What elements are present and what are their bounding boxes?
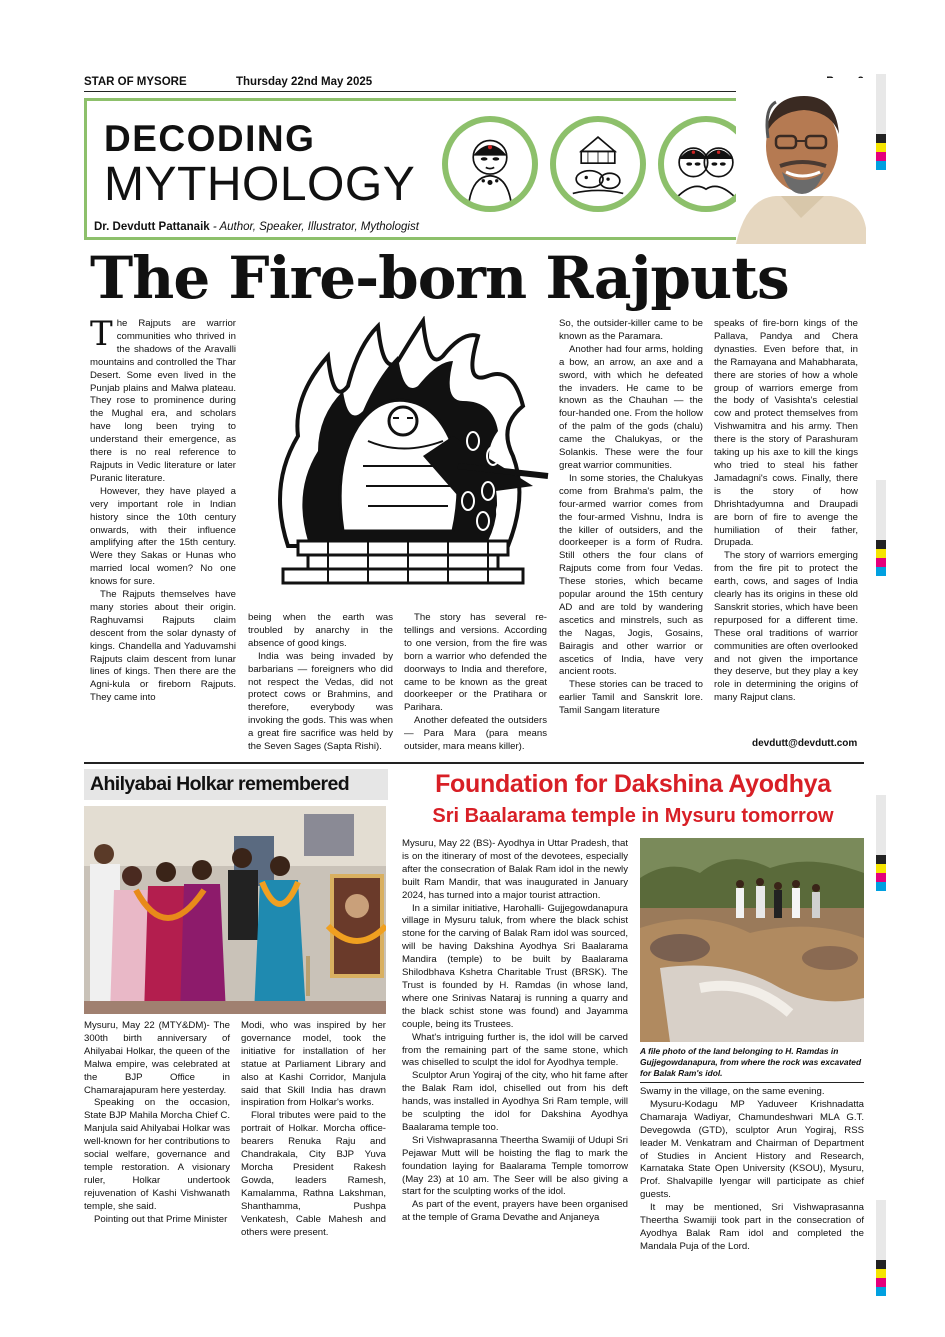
article-column-5 (714, 318, 858, 705)
registration-marks-lower (876, 795, 886, 891)
paragraph: However, they have played a very important role in Indian history since the 10th century onwards, with their influence amplifying after the 15th century. Were they Sakas or Hunas who married local women? No one knows for sure. (90, 485, 236, 588)
column-title-decoding: DECODING (104, 118, 316, 159)
paragraph: Another defeated the outsiders — Para Mara (para means outsider, mara means killer). (404, 715, 547, 753)
ahilyabai-column-2 (241, 1020, 386, 1239)
article-column-4 (559, 318, 703, 718)
ayodhya-column-1 (402, 838, 628, 1225)
registration-marks-top (876, 74, 886, 170)
dropcap: T (90, 314, 113, 354)
article-column-1 (90, 314, 236, 705)
article-column-3 (404, 612, 547, 754)
paragraph: speaks of fire-born kings of the Pallava, Pandya and Chera dynasties. Even before that, in the Ramayana and Mahabharata, there are stories of how a whole group of warriors emerge from the body of Vasishta's celestial cow and protect themselves from Vishwamitra and his army. Then there is the story of Parashuram taking up his axe to kill the kings who tried to steal his father Jamadagni's cows. Finally, there is the story of how Dhrishtadyumna and Draupadi are born of fire to avenge the humiliation of their father, Drupada. (714, 318, 858, 549)
section-divider (84, 762, 864, 764)
paper-name: STAR OF MYSORE (84, 76, 187, 88)
goddess-medallion-icon (442, 116, 538, 212)
article-headline: The Fire-born Rajputs (90, 244, 789, 312)
byline-name: Dr. Devdutt Pattanaik (94, 221, 210, 233)
ahilyabai-column-1 (84, 1020, 230, 1227)
paragraph: These stories can be traced to earlier Tamil and Sanskrit lore. Tamil Sangam literature (559, 679, 703, 717)
registration-marks-mid (876, 480, 886, 576)
paragraph: Sculptor Arun Yogiraj of the city, who hit fame after the Balak Ram idol, chiselled out from his deft hands, was installed in Ayodhya Sri Ram temple, will be sculpting the idol for Dakshina Ayodhya Baalarama temple too. (402, 1070, 628, 1133)
quarry-site-photo (640, 838, 864, 1042)
ahilyabai-headline: Ahilyabai Holkar remembered (84, 769, 388, 800)
paragraph: So, the outsider-killer came to be known as the Paramara. (559, 318, 703, 342)
paragraph: The story of warriors emerging from the fire pit to protect the earth, cows, and sages of India clearly has its origins in these old Sanskrit stories, which have been repurposed for a different time. These oral traditions of warrior communities are often overlooked and not given the importance they deserve, but they play a key role in determining the origins of many Rajput clans. (714, 550, 858, 704)
paragraph: India was being invaded by barbarians — foreigners who did not respect the Vedas, did not protect cows or Brahmins, and therefore, everybody was invoking the gods. This was when a great fire sacrifice was held by the Seven Sages (Sapta Rishi). (248, 650, 393, 753)
issue-date: Thursday 22nd May 2025 (236, 76, 373, 88)
paragraph: Mysuru-Kodagu MP Yaduveer Krishnadatta Chamaraja Wadiyar, Chamundeshwari MLA G.T. Devegowda (GTD), sculptor Arun Yogiraj, RSS leader M. Venkatram and Chairman of Department of Studies in Ancient History and Research, Karnataka State Open University (KSOU), Mysuru, Prof. Shalvapille Iyengar will participate as chief guests. (640, 1098, 864, 1201)
paragraph: Modi, who was inspired by her governance model, took the initiative for installation of her statue at Parliament Library and also at Kashi Corridor, Manjula said that Skill India has drawn inspiration from Holkar's works. (241, 1020, 386, 1109)
fire-warrior-illustration (248, 316, 553, 606)
paragraph: Pointing out that Prime Minister (94, 1213, 228, 1225)
paragraph: Mysuru, May 22 (MTY&DM)- The 300th birth anniversary of Ahilyabai Holkar, the queen of the Malwa empire, was celebrated at the BJP Office in Chamarajapuram here yesterday. (84, 1020, 230, 1096)
paragraph: As part of the event, prayers have been organised at the temple of Grama Devathe and Anjaneya (402, 1199, 628, 1224)
paragraph: Speaking on the occasion, State BJP Mahila Morcha Chief C. Manjula said Ahilyabai Holkar was well-known for her contributions to social welfare, governance and temple restoration. A visionary ruler, Holkar undertook rejuvenation of Kashi Vishwanath temple, she said. (84, 1097, 230, 1212)
paragraph: Sri Vishwaprasanna Theertha Swamiji of Udupi Sri Pejawar Mutt will be hoisting the flag to mark the foundation laying for Baalarama Temple tomorrow (May 23) at 10 am. The Seer will be also giving a start for the sculpting works of the idol. (402, 1134, 628, 1198)
ayodhya-headline: Foundation for Dakshina Ayodhya (435, 770, 831, 798)
paragraph: Swamy in the village, on the same evening. (640, 1086, 825, 1097)
ayodhya-column-2 (640, 1086, 864, 1254)
paragraph: Floral tributes were paid to the portrait of Holkar. Morcha office-bearers Renuka Raju and Chandrakala, City BJP Yuva Morcha President Rakesh Gowda, leaders Ramesh, Kamalamma, Rathna Lakshman, Shanthamma, Pushpa Venkatesh, Cable Mahesh and others were present. (241, 1110, 386, 1238)
byline-roles: - Author, Speaker, Illustrator, Mythologist (209, 221, 419, 233)
paragraph: In a similar initiative, Harohalli- Gujjegowdanapura village in Mysuru taluk, from where the black schist stone for the carving of Balak Ram idol was sourced, will be having Dakshina Ayodhya Sri Baalarama Mandira (temple) to be built by Baalarama Shilodbhava Kshetra Charitable Trust (BRSK). The Trust is founded by H. Ramdas (in whose land, where one Srinivas Nataraj is running a quarry and the black schist stone was found) and Jayamma couple, being its Trustees. (402, 902, 628, 1030)
paragraph: What's intriguing further is, the idol will be carved from the remaining part of the same stone, which was chiselled to sculpt the idol for Ayodhya temple. (402, 1031, 628, 1069)
temple-medallion-icon (550, 116, 646, 212)
author-portrait (736, 78, 866, 244)
column-title-mythology: MYTHOLOGY (104, 158, 416, 211)
photo-caption: A file photo of the land belonging to H. Ramdas in Gujjegowdanapura, from where the rock was excavated for Balak Ram's idol. (640, 1046, 864, 1083)
article-column-2 (248, 612, 393, 754)
registration-marks-bottom (876, 1200, 886, 1296)
paragraph: The story has several re-tellings and versions. According to one version, from the fire was born a warrior who defended the doorways to India and therefore, came to be known as the great doorkeeper or the Pratihara or Parihara. (404, 612, 547, 714)
paragraph: Mysuru, May 22 (BS)- Ayodhya in Uttar Pradesh, that is on the itinerary of most of the devotees, especially after the consecration of Balak Ram idol in the newly built Ram Mandir, that was inaugurated in January 2024, has turned into a major tourist attraction. (402, 838, 628, 901)
byline (94, 221, 419, 233)
paragraph: It may be mentioned, Sri Vishwaprasanna Theertha Swamiji took part in the consecration of Ayodhya Balak Ram idol and completed the Mandala Puja of the Lord. (640, 1202, 864, 1252)
paragraph: being when the earth was troubled by anarchy in the absence of good kings. (248, 612, 393, 649)
author-email: devdutt@devdutt.com (752, 738, 858, 749)
paragraph: In some stories, the Chalukyas come from Brahma's palm, the four-armed warrior comes from the four-armed Vishnu, Indra is the killer of outsiders, and the doorkeeper is a form of Rudra. Still others the four clans of Rajputs come from four Vedas. These stories, which became popular around the 15th century AD and are told by wandering ascetics and minstrels, such as the Nagas, Jogis, Gosains, Bairagis and other warrior or ascetics of India, have very ancient roots. (559, 472, 703, 678)
ahilyabai-event-photo (84, 806, 386, 1014)
ayodhya-subhead: Sri Baalarama temple in Mysuru tomorrow (432, 805, 834, 827)
paragraph: The Rajputs themselves have many stories about their origin. Raghuvamsi Rajputs claim descent from the solar dynasty of kings. Chandella and Yaduvamshi Rajputs claim descent from lunar lines of kings. Then there are the Agni-kula or fireborn Rajputs. They came into (90, 589, 236, 704)
paragraph: he Rajputs are warrior communities who thrived in the shadows of the Aravalli mountains and controlled the Thar Desert. Some even lived in the Punjab plains and Malwa plateau. They rose to prominence during the Mughal era, and scholars have long been trying to understand their emergence, as there is no real reference to Rajputs in Vedic literature or later Puranic literature. (90, 318, 236, 484)
paragraph: Another had four arms, holding a bow, an arrow, an axe and a sword, with which he defeated the invaders. He came to be known as the Chauhan — the four-handed one. From the hollow of the palm of the gods (chalu) came the Chalukyas, or the Solankis. These were the four great warrior communities. (559, 343, 703, 471)
